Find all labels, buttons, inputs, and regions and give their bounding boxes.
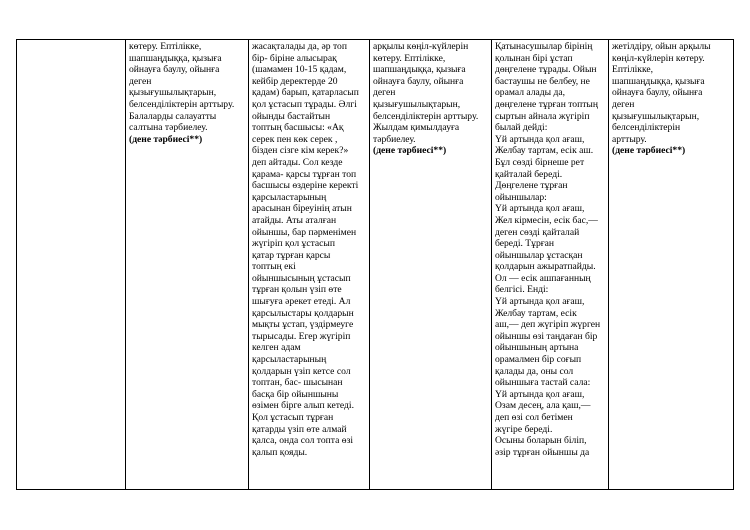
cell-text: жетілдіру, ойын арқылы көңіл-күйлерін көтеру. Ептілікке, шапшаңдыққа, қызыға ойнауға баулу, ойынға деген қызығушылықтарын, белсенділіктерін арттыру.	[612, 41, 711, 145]
table-cell-game-1	[249, 40, 370, 490]
schedule-table	[16, 39, 734, 490]
cell-text: жасақталады да, әр топ бір- біріне алысырақ (шамамен 10-15 қадам, кейбір деректерде 20 қадам) барып, қатарласып қол ұстасып тұрады. Әлгі ойынды бастайтын топтың басшысы: «Ақ серек пен көк серек , бізден сізге кім керек?» деп айтады. Сол кезде қарама- қарсы тұрған топ басшысы өздеріне керекті қарсыластарының арасынан біреуінің атын атайды. Аты аталған ойыншы, бар пәрменімен жүгіріп қол ұстасып қатар тұрған қарсы топтың екі ойыншысының ұстасып тұрған қолын үзіп өте шығуға әрекет етеді. Ал қарсылыстары қолдарын мықты ұстап, үздірмеуге тырысады. Егер жүгіріп келген адам қарсыластарының қолдарын үзіп кетсе сол топтан, бас- шысынан басқа бір ойыншыны өзімен бірге алып кетеді. Қол ұстасып тұрған қатарды үзіп өте алмай қалса, онда сол топта өзі қалып қояды.	[252, 41, 359, 458]
cell-bold-note: (дене тәрбиесі**)	[373, 145, 447, 157]
table-cell-game-2	[492, 40, 609, 490]
cell-text: арқылы көңіл-күйлерін көтеру. Ептілікке, шапшаңдыққа, қызыға ойнауға баулу, ойынға деген қызығушылықтарын, белсенділіктерін арттыру. Жылдам қимылдауға тәрбиелеу.	[373, 41, 479, 145]
table-row	[17, 40, 734, 490]
table-cell-goal-3	[609, 40, 734, 490]
cell-bold-note: (дене тәрбиесі**)	[129, 133, 203, 145]
cell-bold-note: (дене тәрбиесі**)	[612, 145, 686, 157]
cell-text: Қатынасушылар бірінің қолынан бірі ұстап дөңгелене тұрады. Ойын бастаушы не белбеу, не орамал алады да, дөңгелене тұрған топтың сыртын айнала жүгіріп былай дейді: Үй артында қол ағаш, Желбау тартам, есік аш. Бұл сөзді бірнеше рет қайталай береді. Дөңгелене тұрған ойыншылар: Үй артында қол ағаш, Жел кірмесін, есік бас,— деген сөзді қайталай береді. Тұрған ойыншылар ұстасқан қолдарын ажыратпайды. Ол — есік ашпағанның белгісі. Енді: Үй артында қол ағаш, Желбау тартам, есік аш,— деп жүгіріп жүрген ойыншы өзі таңдаған бір ойыншының артына орамалмен бір соғып қалады да, оны сол ойыншыға тастай сала: Үй артында қол ағаш, Озам десең, ала қаш,— деп өзі сол бетімен жүгіре береді. Осыны боларын біліп, әзір тұрған ойыншы да	[495, 41, 601, 458]
table-cell-goal-2	[370, 40, 492, 490]
cell-text: көтеру. Ептілікке, шапшаңдыққа, қызыға ойнауға баулу, ойынға деген қызығушылықтарын, белсенділіктерін арттыру. Балаларды салауатты салтына тәрбиелеу.	[129, 41, 235, 134]
table-cell-goal-1	[126, 40, 249, 490]
table-cell-empty	[17, 40, 126, 490]
